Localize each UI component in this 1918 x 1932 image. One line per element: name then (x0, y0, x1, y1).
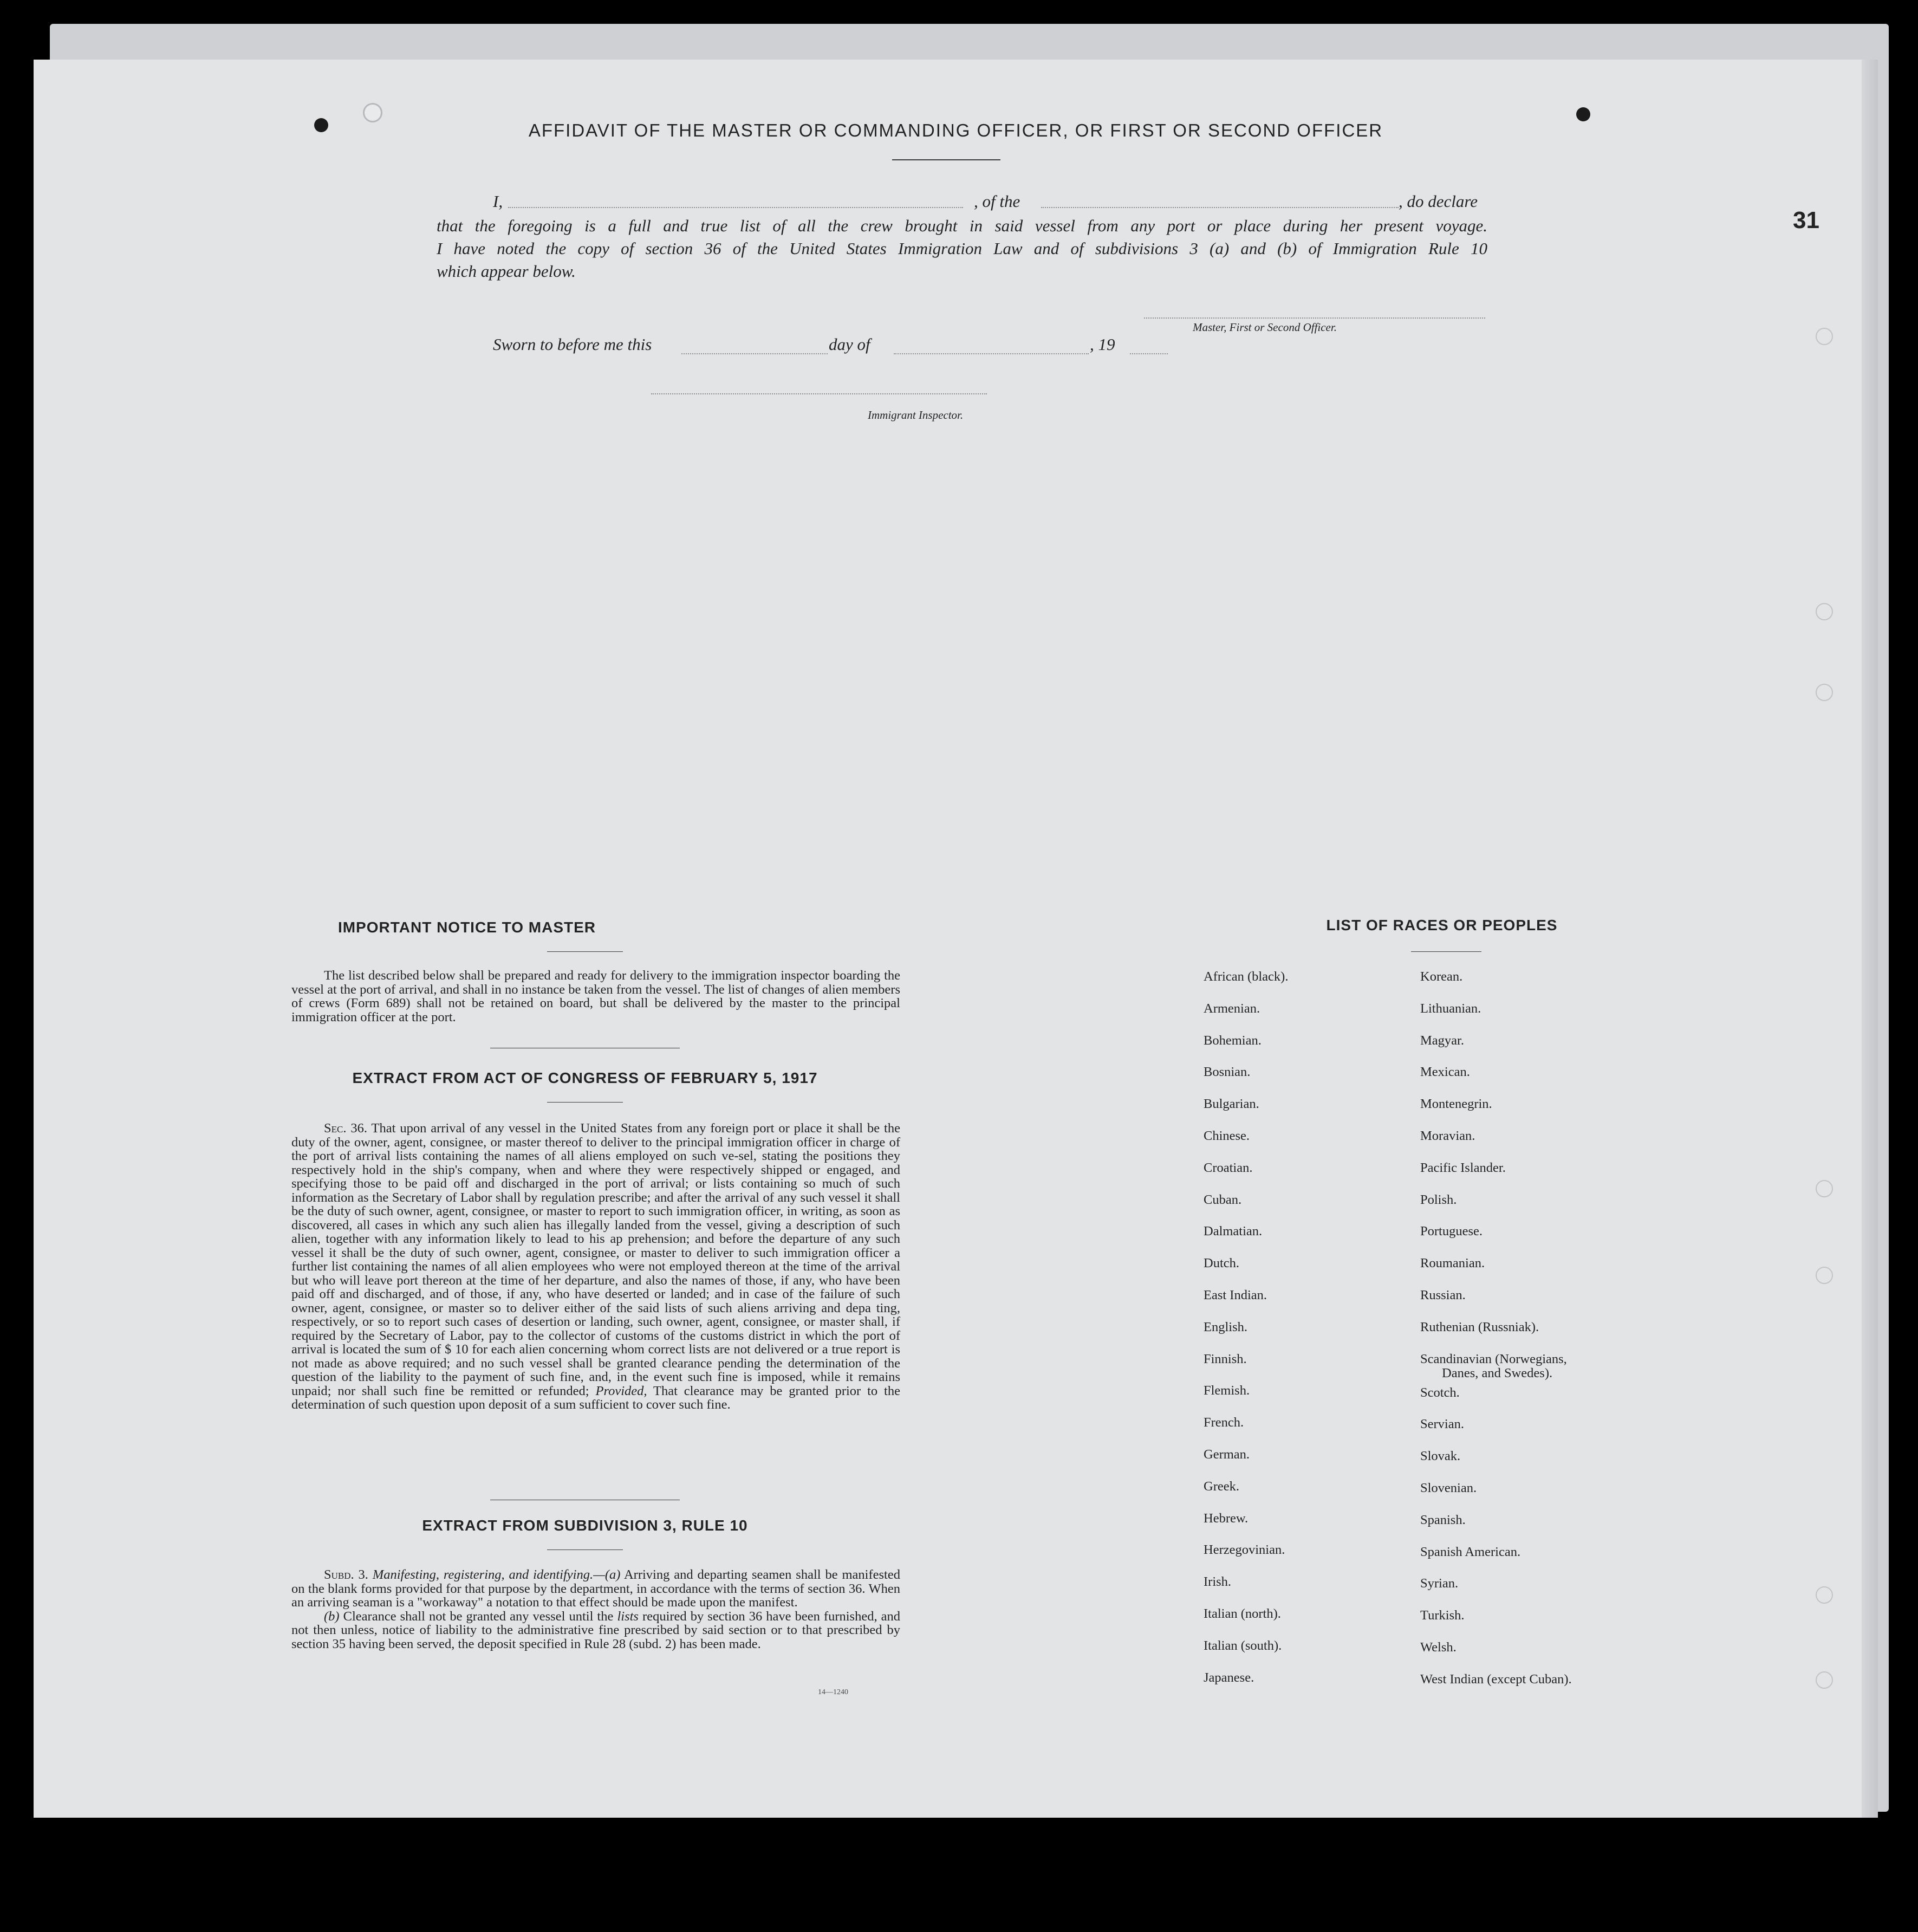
rule-text (291, 1568, 900, 1651)
race-item: Bulgarian. (1204, 1097, 1259, 1112)
race-item: French. (1204, 1415, 1244, 1430)
race-item: Scandinavian (Norwegians, Danes, and Swedes). (1420, 1351, 1567, 1380)
notice-rule (547, 951, 623, 952)
race-item: Slovak. (1420, 1449, 1461, 1464)
declaration-text (437, 215, 1487, 283)
race-item: Ruthenian (Russniak). (1420, 1319, 1539, 1334)
lists-word: lists (617, 1609, 639, 1624)
document-page (34, 60, 1878, 1818)
day-of-text: day of (829, 335, 870, 354)
act-text (291, 1121, 900, 1412)
race-item: Spanish American. (1420, 1544, 1521, 1559)
sec-label: Sec. 36. (324, 1121, 368, 1136)
punch-hole (1576, 107, 1590, 121)
race-item: Irish. (1204, 1574, 1232, 1590)
races-rule (1411, 951, 1481, 952)
race-item: Spanish. (1420, 1512, 1466, 1527)
race-item: Welsh. (1420, 1639, 1457, 1655)
affidavit-title: AFFIDAVIT OF THE MASTER OR COMMANDING OFFICER, OR FIRST OR SECOND OFFICER (528, 120, 1383, 140)
race-item: Finnish. (1204, 1351, 1247, 1366)
race-item: Dalmatian. (1204, 1224, 1263, 1239)
vessel-blank[interactable] (1041, 207, 1399, 208)
race-item: Bosnian. (1204, 1065, 1251, 1080)
provided-label: Provided, (595, 1383, 647, 1398)
races-column-2 (1420, 970, 1572, 1704)
races-title: LIST OF RACES OR PEOPLES (1326, 917, 1558, 933)
declaration-line-3: which appear below. (437, 262, 576, 281)
punch-hole (1816, 1180, 1833, 1197)
page-margin-number: 31 (1793, 207, 1819, 234)
inspector-signature-line[interactable] (651, 393, 987, 394)
sworn-text: Sworn to before me this (493, 335, 652, 354)
punch-hole (1816, 684, 1833, 701)
day-blank[interactable] (681, 353, 828, 354)
race-item: Pacific Islander. (1420, 1160, 1506, 1175)
race-item: Herzegovinian. (1204, 1542, 1285, 1558)
rule-text-a: Arriving and departing seamen shall be manifested on the blank forms provided for that purpose by the department, in accordance with the terms of section 36. When an arriving seaman is a "workaway" a notation to that effect should be made upon the manifest. (291, 1567, 900, 1610)
title-rule (892, 159, 1000, 160)
decl-of-the: , of the (974, 192, 1020, 211)
race-item: Roumanian. (1420, 1256, 1485, 1271)
declaration-line-1: that the foregoing is a full and true list of all the crew brought in said vessel from any port or place during her present voyage. (437, 216, 1487, 235)
decl-do-declare: , do declare (1399, 192, 1478, 211)
race-item: Montenegrin. (1420, 1097, 1492, 1112)
subd-heading: Manifesting, registering, and identifying.—(a) (372, 1567, 621, 1582)
rule-title: EXTRACT FROM SUBDIVISION 3, RULE 10 (422, 1517, 748, 1534)
month-blank[interactable] (894, 353, 1089, 354)
race-item: Hebrew. (1204, 1510, 1249, 1526)
race-item: African (black). (1204, 969, 1289, 984)
inspector-label: Immigrant Inspector. (868, 409, 964, 422)
provided-text: That clearance may be granted prior to the determination of such question upon deposit of a sum sufficient to cover such fine. (291, 1383, 900, 1412)
race-item: Syrian. (1420, 1576, 1459, 1591)
year-blank[interactable] (1130, 353, 1168, 354)
punch-hole (1816, 328, 1833, 345)
declaration-line-2: I have noted the copy of section 36 of the United States Immigration Law and of subdivisions 3 (a) and (b) of Immigration Rule 10 (437, 239, 1487, 258)
punch-hole (363, 103, 382, 122)
page-edge (1862, 60, 1878, 1818)
races-column-1 (1204, 970, 1288, 1702)
race-item: Turkish. (1420, 1608, 1465, 1623)
race-item: English. (1204, 1319, 1247, 1334)
notice-text: The list described below shall be prepared and ready for delivery to the immigration inspector boarding the vessel at the port of arrival, and shall in no instance be taken from the vessel. The list of changes of alien members of crews (Form 689) shall not be retained on board, but shall be delivered by the master to the principal immigration officer at the port. (291, 968, 900, 1025)
act-body: That upon arrival of any vessel in the United States from any foreign port or place it shall be the duty of the owner, agent, consignee, or master thereof to deliver to the principal immigration officer in charge of the port of arrival lists containing the names of all aliens employed on such ve-sel, stating the positions they respectively hold in the ship's company, when and where they were respectively shipped or engaged, and specifying those to be paid off and discharged in the port of arrival; or lists containing so much of such information as the Secretary of Labor shall by regulation prescribe; and after the arrival of any such vessel it shall be the duty of such owner, agent, consignee, or master to report to such immigration officer, in writing, as soon as discovered, all cases in which any such alien has illegally landed from the vessel, giving a description of such alien, together with any information likely to lead to his ap prehension; and before the departure of any such vessel it shall be the duty of such owner, agent, consignee, or master to deliver to such immigration officer a further list containing the names of all alien employees who were not employed thereon at the time of the arrival but who will leave port thereon at the time of her departure, and also the names of those, if any, who have been paid off and discharged, and of those, if any, who have deserted or landed; and in case of the failure of such owner, agent, consignee, or master so to deliver either of the said lists of such aliens arriving and depa ting, respectively, or so to report such cases of desertion or landing, such owner, agent, consignee, or master shall, if required by the Secretary of Labor, pay to the collector of customs of the customs district in which the port of arrival is located the sum of $ 10 for each alien concerning whom correct lists are not delivered or a true report is not made as above required; and no such vessel shall be granted clearance pending the determination of the question of the liability to the payment of such fine, and, in the event such fine is imposed, while it remains unpaid; nor shall such fine be remitted or refunded; (291, 1121, 900, 1398)
year-prefix: , 19 (1090, 335, 1115, 354)
race-item: Lithuanian. (1420, 1001, 1481, 1016)
form-number: 14—1240 (818, 1688, 848, 1696)
race-item: Italian (south). (1204, 1638, 1282, 1653)
race-item: Japanese. (1204, 1670, 1254, 1685)
race-item: Greek. (1204, 1479, 1239, 1494)
race-item: West Indian (except Cuban). (1420, 1671, 1572, 1687)
race-item: German. (1204, 1447, 1250, 1462)
punch-hole (1816, 603, 1833, 620)
race-item: Armenian. (1204, 1001, 1260, 1016)
master-signature-line[interactable] (1144, 317, 1485, 319)
subd-label: Subd. 3. (324, 1567, 368, 1582)
rule-b-label: (b) (324, 1609, 340, 1624)
decl-i: I, (493, 192, 503, 211)
act-rule (547, 1102, 623, 1103)
punch-hole (1816, 1267, 1833, 1284)
rule-text-b2: required by section 36 have been furnished, and not then unless, notice of liability to the administrative fine prescribed by said section or to that prescribed by section 35 having been served, the deposit specified in Rule 28 (subd. 2) has been made. (291, 1609, 901, 1651)
race-item: Chinese. (1204, 1128, 1250, 1143)
race-item: Korean. (1420, 969, 1463, 984)
race-item: Portuguese. (1420, 1224, 1483, 1239)
race-item: Dutch. (1204, 1256, 1239, 1271)
race-item: Magyar. (1420, 1033, 1464, 1048)
race-item: Cuban. (1204, 1192, 1242, 1207)
race-item: Flemish. (1204, 1383, 1250, 1398)
race-item: Croatian. (1204, 1160, 1253, 1175)
notice-title: IMPORTANT NOTICE TO MASTER (337, 919, 596, 936)
race-item: Polish. (1420, 1192, 1457, 1207)
race-item: Russian. (1420, 1287, 1466, 1302)
name-blank[interactable] (508, 207, 963, 208)
race-item: Servian. (1420, 1417, 1464, 1432)
race-item: Mexican. (1420, 1065, 1470, 1080)
race-item: Scotch. (1420, 1385, 1460, 1400)
punch-hole (1816, 1671, 1833, 1689)
punch-hole (1816, 1586, 1833, 1604)
master-signature-label: Master, First or Second Officer. (1193, 321, 1337, 334)
act-title: EXTRACT FROM ACT OF CONGRESS OF FEBRUARY 5, 1917 (352, 1069, 818, 1086)
race-item: Italian (north). (1204, 1606, 1281, 1621)
rule-text-b1: Clearance shall not be granted any vessel until the (343, 1609, 614, 1624)
race-item: Bohemian. (1204, 1033, 1262, 1048)
race-item: Slovenian. (1420, 1480, 1477, 1495)
race-item: East Indian. (1204, 1287, 1267, 1302)
race-item: Moravian. (1420, 1128, 1475, 1143)
